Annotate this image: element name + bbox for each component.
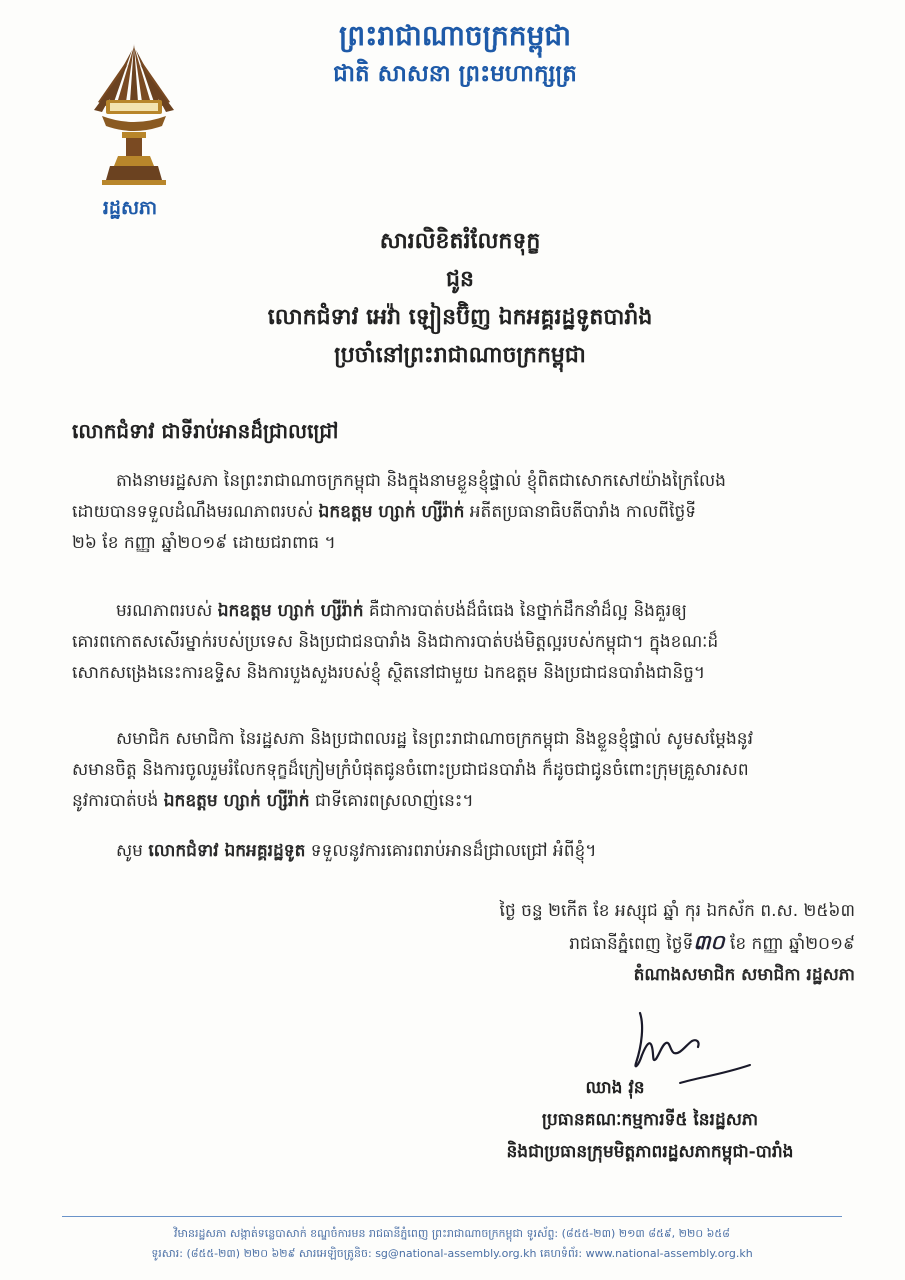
signer-title-2: និងជាប្រធានក្រុមមិត្តភាពរដ្ឋសភាកម្ពុជា-បារាំង: [506, 1142, 794, 1162]
deceased-name: ឯកឧត្តម ហ្សាក់ ហ្សីរ៉ាក់: [318, 502, 465, 522]
paragraph-line: ២៦ ខែ កញ្ញា ឆ្នាំ២០១៩ ដោយជរាពាធ ។: [72, 533, 336, 553]
national-motto: ជាតិ សាសនា ព្រះមហាក្សត្រ: [333, 61, 577, 87]
paragraph-line: សមាជិក សមាជិកា នៃរដ្ឋសភា និងប្រជាពលរដ្ឋ នៃព្រះរាជាណាចក្រកម្ពុជា និងខ្លួនខ្ញុំផ្ទាល់ សូមសម្តែងនូវ: [116, 729, 753, 749]
paragraph-line: មរណភាពរបស់ ឯកឧត្តម ហ្សាក់ ហ្សីរ៉ាក់ គឺជាការបាត់បង់ដ៏ធំធេង នៃថ្នាក់ដឹកនាំដ៏ល្អ និងគួរឲ្យ: [116, 601, 687, 621]
paragraph-tribute: [72, 596, 852, 689]
salutation: លោកជំទាវ ជាទីរាប់អានដ៏ជ្រាលជ្រៅ: [72, 419, 339, 443]
on-behalf-line: តំណាងសមាជិក សមាជិកា រដ្ឋសភា: [633, 965, 855, 985]
footer-divider: [62, 1216, 842, 1217]
date-block: [500, 896, 855, 991]
emblem-base: [106, 166, 162, 180]
letter-title: សារលិខិតរំលែកទុក្ខ: [379, 228, 541, 254]
paragraph-condolence: [72, 466, 852, 559]
paragraph-line: គោរពកោតសសើរម្នាក់របស់ប្រទេស និងប្រជាជនបារាំង និងជាការបាត់បង់មិត្តល្អរបស់កម្ពុជា។ ក្នុងខណៈដ៏: [72, 632, 719, 652]
signer-name: ឈាង វុន: [585, 1078, 645, 1098]
recipient-posting: ប្រចាំនៅព្រះរាជាណាចក្រកម្ពុជា: [334, 342, 586, 368]
footer-contact: [62, 1224, 842, 1264]
kingdom-title: ព្រះរាជាណាចក្រកម្ពុជា: [338, 19, 571, 52]
paragraph-line: សមានចិត្ត និងការចូលរួមរំលែកទុក្ខដ៏ក្រៀមក្រំបំផុតជូនចំពោះប្រជាជនបារាំង ក៏ដូចជាជូនចំពោះក្រុមគ្រួសារសព: [72, 760, 749, 780]
closing-line: សូម លោកជំទាវ ឯកអគ្គរដ្ឋទូត ទទួលនូវការគោរពរាប់អានដ៏ជ្រាលជ្រៅ អំពីខ្ញុំ។: [116, 841, 597, 861]
paragraph-line: តាងនាមរដ្ឋសភា នៃព្រះរាជាណាចក្រកម្ពុជា និងក្នុងនាមខ្លួនខ្ញុំផ្ទាល់ ខ្ញុំពិតជាសោកសៅយ៉ាងក្រៃលែង: [116, 471, 726, 491]
emblem-bowl: [102, 116, 166, 131]
emblem-stem: [126, 138, 142, 156]
paragraph-sympathy: [72, 724, 852, 817]
signer-block: [440, 1072, 860, 1168]
letter-to: ជូន: [446, 266, 474, 292]
paragraph-line: សោកសង្រេងនេះការឧទ្ទិស និងការបួងសួងរបស់ខ្ញុំ ស្ថិតនៅជាមួយ ឯកឧត្តម និងប្រជាជនបារាំងជានិច្ច។: [72, 663, 706, 683]
national-assembly-emblem: [92, 42, 176, 187]
letter-title-block: [180, 222, 740, 374]
gregorian-date: រាជធានីភ្នំពេញ ថ្ងៃទី៣០ ខែ កញ្ញា ឆ្នាំ២០១៩: [569, 930, 855, 954]
signer-title-1: ប្រធានគណៈកម្មការទី៥ នៃរដ្ឋសភា: [541, 1110, 759, 1130]
footer-contact-line: ទូរសារ: (៨៥៥-២៣) ២២០ ៦២៩ សារអេឡិចត្រូនិច: sg@national-assembly.org.kh គេហទំព័រ: www.national-assembly.org.kh: [151, 1247, 753, 1260]
footer-address: វិមានរដ្ឋសភា សង្កាត់ទន្លេបាសាក់ ខណ្ឌចំការមន រាជធានីភ្នំពេញ ព្រះរាជាណាចក្រកម្ពុជា ទូរស័ព្ទ: (៨៥៥-២៣) ២១៣ ៨៥៩, ២២០ ៦៥៨: [174, 1227, 730, 1240]
emblem-banner-text: [110, 103, 158, 111]
paragraph-line: នូវការបាត់បង់ ឯកឧត្តម ហ្សាក់ ហ្សីរ៉ាក់ ជាទីគោរពស្រលាញ់នេះ។: [72, 791, 474, 811]
paragraph-line: ដោយបានទទួលដំណឹងមរណភាពរបស់ ឯកឧត្តម ហ្សាក់ ហ្សីរ៉ាក់ អតីតប្រធានាធិបតីបារាំង កាលពីថ្ងៃទី: [72, 502, 697, 522]
handwritten-day: ៣០: [693, 930, 725, 954]
deceased-name: ឯកឧត្តម ហ្សាក់ ហ្សីរ៉ាក់: [217, 601, 364, 621]
recipient-name: លោកជំទាវ អេវ៉ា ឡៀនប៊ិញ ឯកអគ្គរដ្ឋទូតបារាំង: [267, 304, 653, 330]
deceased-name: ឯកឧត្តម ហ្សាក់ ហ្សីរ៉ាក់: [163, 791, 310, 811]
ambassador-title: លោកជំទាវ ឯកអគ្គរដ្ឋទូត: [148, 841, 306, 861]
lunar-date: ថ្ងៃ ចន្ទ ២កើត ខែ អស្សុជ ឆ្នាំ កុរ ឯកស័ក ព.ស. ២៥៦៣: [499, 901, 855, 921]
institution-label: រដ្ឋសភា: [102, 197, 158, 219]
